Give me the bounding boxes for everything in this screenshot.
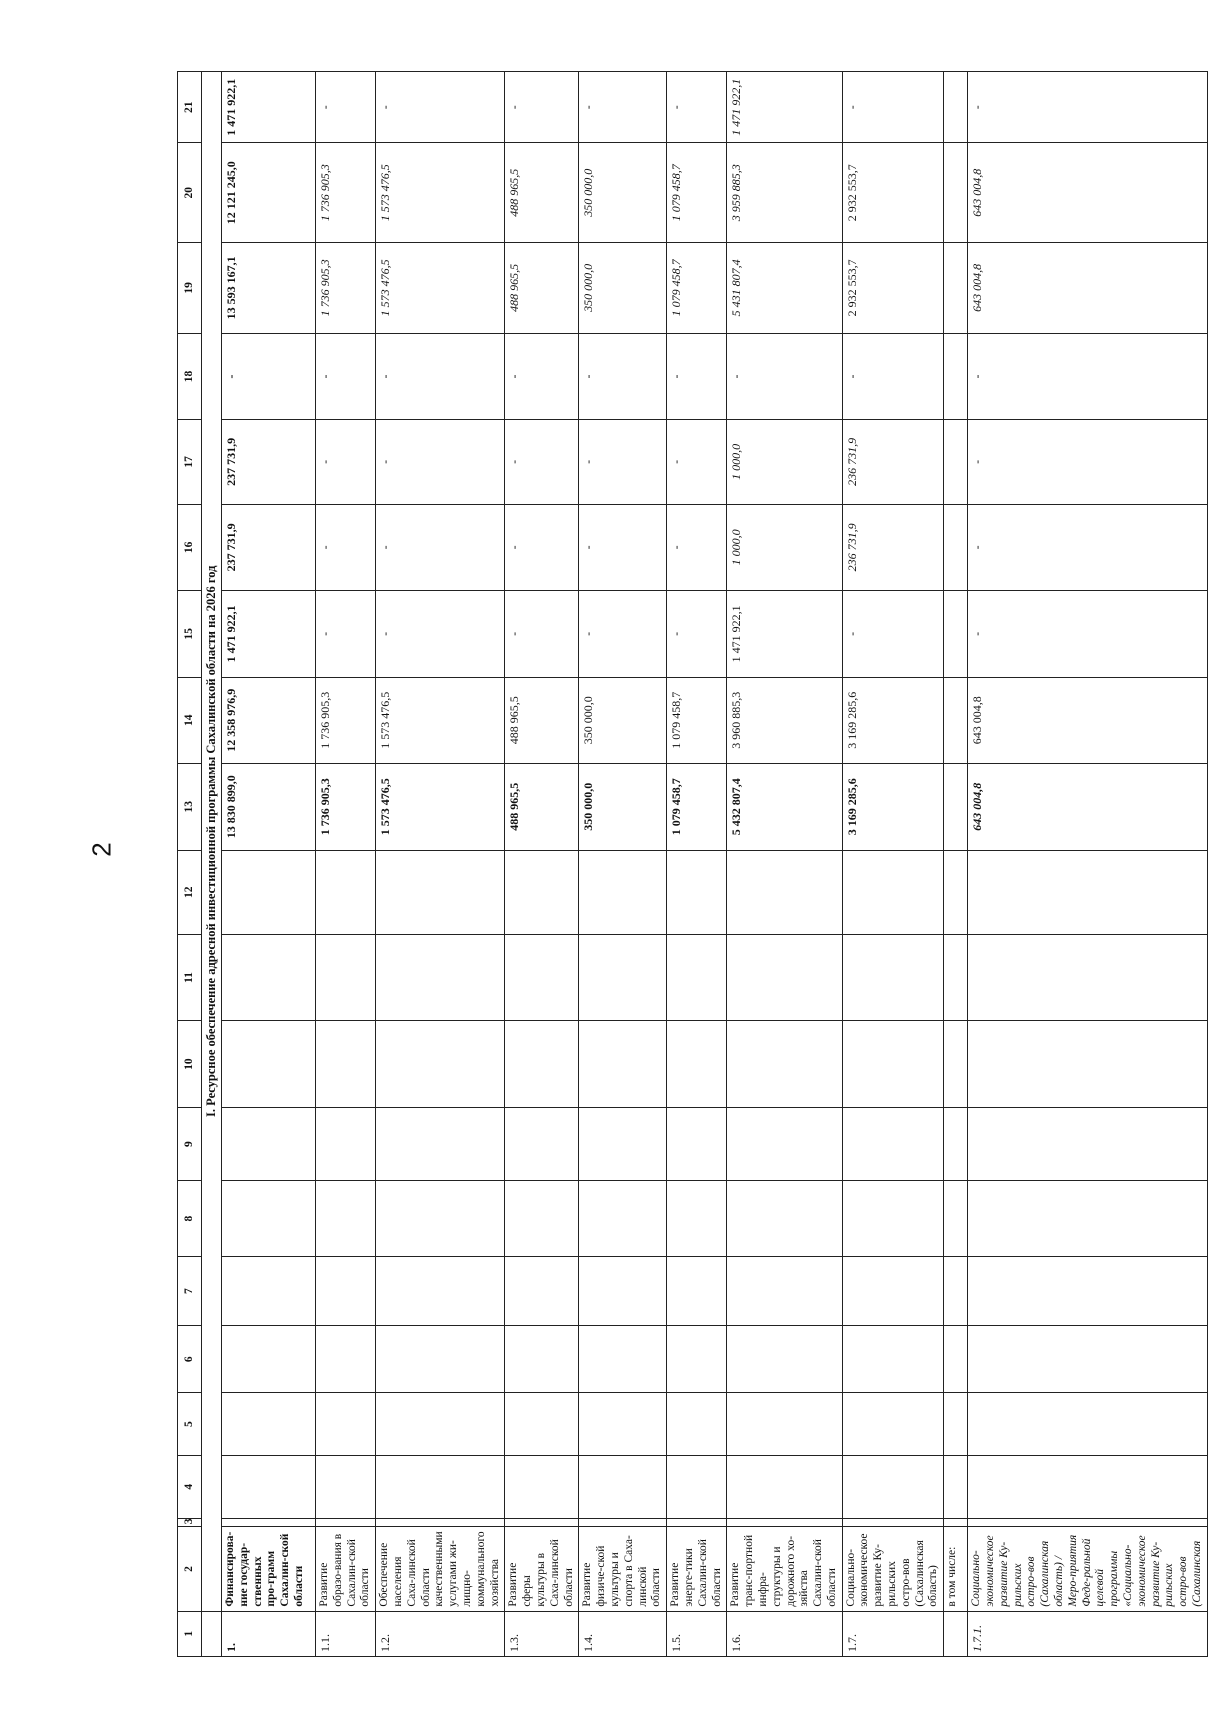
table-row — [727, 72, 842, 1657]
row-index: 1.5. — [667, 1611, 727, 1656]
row-index: 1.4. — [579, 1611, 667, 1656]
row-name: Развитие транс-портной инфра-структуры и дорожного хо-зяйства Сахалин-ской области — [727, 1527, 842, 1611]
row-index — [944, 1611, 968, 1656]
cell-col21: - — [579, 72, 667, 144]
column-number: 8 — [178, 1181, 202, 1257]
column-number: 5 — [178, 1393, 202, 1456]
cell-col18: - — [579, 333, 667, 419]
cell-col20: 3 959 885,3 — [727, 143, 842, 242]
row-name: в том числе: — [944, 1527, 968, 1611]
cell-col20: 2 932 553,7 — [842, 143, 944, 242]
cell-col21: - — [667, 72, 727, 144]
cell-col13: 488 965,5 — [505, 764, 579, 850]
cell-col14: 350 000,0 — [579, 677, 667, 763]
cell-col20: 1 079 458,7 — [667, 143, 727, 242]
cell-col20: 1 573 476,5 — [376, 143, 505, 242]
cell-col15: - — [667, 591, 727, 677]
cell-col13: 643 004,8 — [968, 764, 1208, 850]
cell-col20: 350 000,0 — [579, 143, 667, 242]
cell-col17: - — [968, 420, 1208, 504]
row-index: 1.2. — [376, 1611, 505, 1656]
cell-col16: 1 000,0 — [727, 504, 842, 590]
cell-col21: - — [842, 72, 944, 144]
cell-col18: - — [727, 333, 842, 419]
cell-col17: 237 731,9 — [222, 420, 316, 504]
column-number: 12 — [178, 850, 202, 934]
column-number: 1 — [178, 1611, 202, 1656]
cell-col19: 5 431 807,4 — [727, 242, 842, 333]
cell-col14: 12 358 976,9 — [222, 677, 316, 763]
row-index: 1.3. — [505, 1611, 579, 1656]
column-number: 4 — [178, 1455, 202, 1518]
cell-col16: - — [316, 504, 376, 590]
cell-col18: - — [505, 333, 579, 419]
row-name: Развитие сферы культуры в Саха-линской области — [505, 1527, 579, 1611]
section-title-row — [202, 72, 222, 1657]
row-name: Развитие энерге-тики Сахалин-ской области — [667, 1527, 727, 1611]
cell-col18: - — [667, 333, 727, 419]
column-number: 14 — [178, 677, 202, 763]
cell-col15: - — [376, 591, 505, 677]
cell-col13: 3 169 285,6 — [842, 764, 944, 850]
cell-col21: - — [316, 72, 376, 144]
investment-program-table — [177, 71, 1208, 1657]
row-name: Социально-экономическое развитие Ку-рильских остро-вов (Сахалинская область) / Меро-приятия Феде-ральной целевой программы «Социально-экономическое развитие Ку-рильских остро-вов (Сахалинская — [968, 1527, 1208, 1611]
cell-col16: 237 731,9 — [222, 504, 316, 590]
cell-col20: 488 965,5 — [505, 143, 579, 242]
cell-col17: - — [505, 420, 579, 504]
section-title: I. Ресурсное обеспечение адресной инвестиционной программы Сахалинской области на 2026 год — [202, 72, 222, 1612]
cell-col21: - — [505, 72, 579, 144]
cell-col14: 1 573 476,5 — [376, 677, 505, 763]
cell-col19: 1 573 476,5 — [376, 242, 505, 333]
column-number: 10 — [178, 1021, 202, 1107]
column-number: 20 — [178, 143, 202, 242]
row-name: Финансирова-ние государ-ственных про-грамм Сахалин-ской области — [222, 1527, 316, 1611]
column-number: 2 — [178, 1527, 202, 1611]
cell-col15: - — [968, 591, 1208, 677]
cell-col19: 13 593 167,1 — [222, 242, 316, 333]
column-number-row — [178, 72, 202, 1657]
row-index: 1.7. — [842, 1611, 944, 1656]
cell-col21: 1 471 922,1 — [727, 72, 842, 144]
column-number: 3 — [178, 1518, 202, 1527]
cell-col20: 643 004,8 — [968, 143, 1208, 242]
cell-col17: - — [667, 420, 727, 504]
cell-col19: 2 932 553,7 — [842, 242, 944, 333]
column-number: 6 — [178, 1326, 202, 1393]
table-row — [667, 72, 727, 1657]
table-row — [579, 72, 667, 1657]
cell-col13: 1 573 476,5 — [376, 764, 505, 850]
cell-col18: - — [222, 333, 316, 419]
column-number: 19 — [178, 242, 202, 333]
cell-col16: - — [579, 504, 667, 590]
table-row — [968, 72, 1208, 1657]
row-index: 1.7.1. — [968, 1611, 1208, 1656]
cell-col14: 3 960 885,3 — [727, 677, 842, 763]
row-index: 1.1. — [316, 1611, 376, 1656]
cell-col21: - — [968, 72, 1208, 144]
cell-col16: - — [968, 504, 1208, 590]
cell-col13: 1 079 458,7 — [667, 764, 727, 850]
table-row — [316, 72, 376, 1657]
cell-col16: - — [505, 504, 579, 590]
cell-col19: 643 004,8 — [968, 242, 1208, 333]
cell-col14: 488 965,5 — [505, 677, 579, 763]
cell-col14: 1 079 458,7 — [667, 677, 727, 763]
cell-col19: 350 000,0 — [579, 242, 667, 333]
cell-col19: 488 965,5 — [505, 242, 579, 333]
cell-col20: 1 736 905,3 — [316, 143, 376, 242]
cell-col16: - — [376, 504, 505, 590]
cell-col13: 5 432 807,4 — [727, 764, 842, 850]
cell-col17: - — [579, 420, 667, 504]
row-name: Обеспечение населения Саха-линской области качественными услугами жи-лищно-коммунального хозяйства — [376, 1527, 505, 1611]
cell-col21: - — [376, 72, 505, 144]
cell-col14: 643 004,8 — [968, 677, 1208, 763]
column-number: 11 — [178, 934, 202, 1020]
cell-col15: - — [579, 591, 667, 677]
cell-col16: - — [667, 504, 727, 590]
row-index: 1. — [222, 1611, 316, 1656]
cell-col20: 12 121 245,0 — [222, 143, 316, 242]
column-number: 15 — [178, 591, 202, 677]
cell-col17: 1 000,0 — [727, 420, 842, 504]
cell-col15: - — [842, 591, 944, 677]
cell-col14: 1 736 905,3 — [316, 677, 376, 763]
cell-col21: 1 471 922,1 — [222, 72, 316, 144]
cell-col17: 236 731,9 — [842, 420, 944, 504]
cell-col18: - — [376, 333, 505, 419]
column-number: 16 — [178, 504, 202, 590]
table-row — [376, 72, 505, 1657]
row-name: Развитие физиче-ской культуры и спорта в Саха-линской области — [579, 1527, 667, 1611]
table-row — [842, 72, 944, 1657]
row-name: Социально-экономическое развитие Ку-рильских остро-вов (Сахалинская область) — [842, 1527, 944, 1611]
column-number: 21 — [178, 72, 202, 144]
column-number: 18 — [178, 333, 202, 419]
cell-col15: 1 471 922,1 — [222, 591, 316, 677]
cell-col13: 1 736 905,3 — [316, 764, 376, 850]
column-number: 7 — [178, 1257, 202, 1326]
cell-col15: - — [316, 591, 376, 677]
cell-col19: 1 079 458,7 — [667, 242, 727, 333]
cell-col13: 13 830 899,0 — [222, 764, 316, 850]
cell-col18: - — [316, 333, 376, 419]
page-number: 2 — [86, 842, 117, 857]
cell-col13: 350 000,0 — [579, 764, 667, 850]
cell-col18: - — [968, 333, 1208, 419]
cell-col18: - — [842, 333, 944, 419]
cell-col15: 1 471 922,1 — [727, 591, 842, 677]
cell-col17: - — [376, 420, 505, 504]
column-number: 9 — [178, 1107, 202, 1181]
row-index: 1.6. — [727, 1611, 842, 1656]
cell-col17: - — [316, 420, 376, 504]
table-row — [944, 72, 968, 1657]
column-number: 13 — [178, 764, 202, 850]
rotated-table-wrapper — [177, 71, 1204, 1657]
column-number: 17 — [178, 420, 202, 504]
table-row — [222, 72, 316, 1657]
table-row — [505, 72, 579, 1657]
cell-col19: 1 736 905,3 — [316, 242, 376, 333]
cell-col16: 236 731,9 — [842, 504, 944, 590]
cell-col14: 3 169 285,6 — [842, 677, 944, 763]
cell-col15: - — [505, 591, 579, 677]
row-name: Развитие образо-вания в Сахалин-ской области — [316, 1527, 376, 1611]
